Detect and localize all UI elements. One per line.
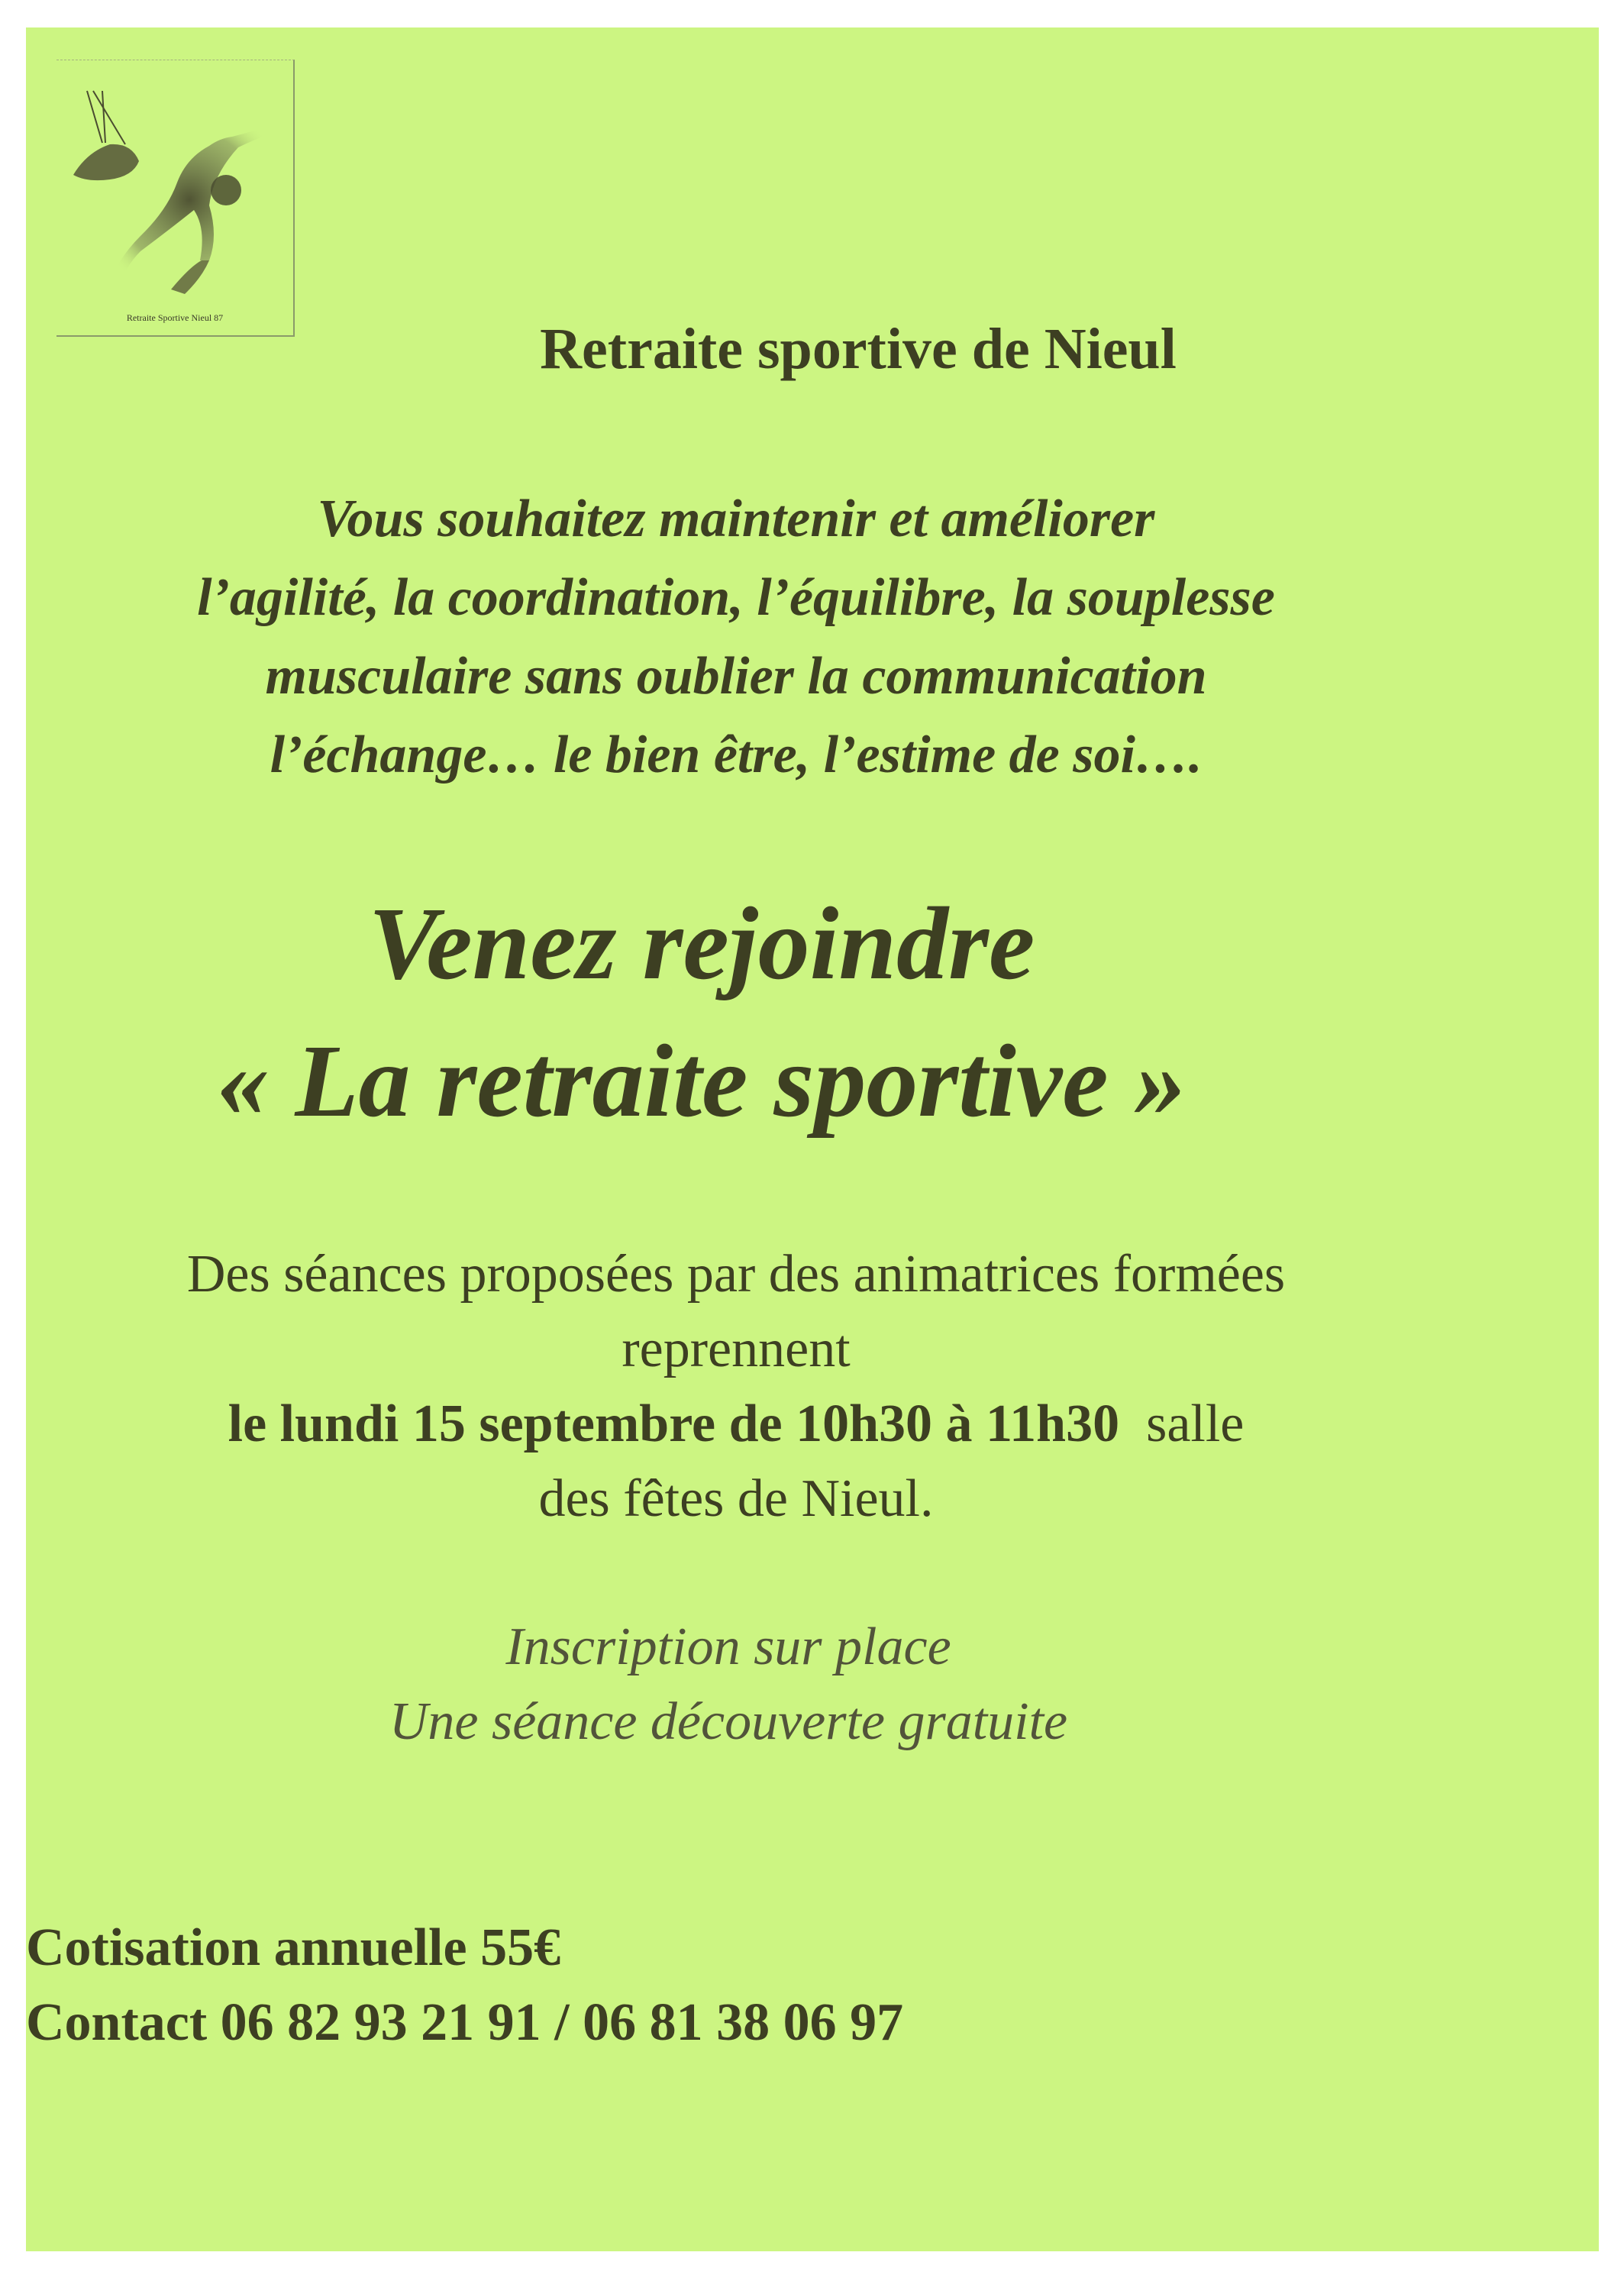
headline-line-2: « La retraite sportive » (217, 1024, 1187, 1139)
signup-line-1: Inscription sur place (505, 1617, 951, 1676)
sessions-schedule-line (26, 1387, 1446, 1462)
intro-line: l’agilité, la coordination, l’équilibre, la souplesse (197, 568, 1275, 627)
headline (72, 875, 1332, 1150)
signup-line-2: Une séance découverte gratuite (389, 1692, 1068, 1751)
contact-phones: Contact 06 82 93 21 91 / 06 81 38 06 97 (26, 1993, 904, 2052)
signup-info (232, 1610, 1225, 1759)
sessions-place-start: salle (1146, 1394, 1245, 1453)
sessions-line-1: Des séances proposées par des animatrices formées (186, 1245, 1286, 1304)
club-title: Retraite sportive de Nieul (540, 317, 1177, 381)
logo-name: Retraite Sportive Nieul 87 (126, 312, 224, 323)
gymnast-silhouette-logo (57, 60, 293, 312)
flyer-sheet (26, 27, 1599, 2251)
fees-contact (26, 1911, 903, 2060)
intro-paragraph (26, 480, 1446, 794)
sessions-line-2: reprennent (622, 1320, 851, 1378)
intro-line: musculaire sans oublier la communication (265, 647, 1207, 706)
headline-line-1: Venez rejoindre (368, 887, 1035, 1001)
club-logo (57, 60, 295, 337)
sessions-schedule: le lundi 15 septembre de 10h30 à 11h30 (228, 1394, 1120, 1453)
intro-line: Vous souhaitez maintenir et améliorer (317, 490, 1155, 548)
sessions-info (26, 1237, 1446, 1536)
sessions-place-end: des fêtes de Nieul. (538, 1469, 934, 1528)
cotisation: Cotisation annuelle 55€ (26, 1918, 561, 1977)
intro-line: l’échange… le bien être, l’estime de soi…. (270, 725, 1203, 784)
